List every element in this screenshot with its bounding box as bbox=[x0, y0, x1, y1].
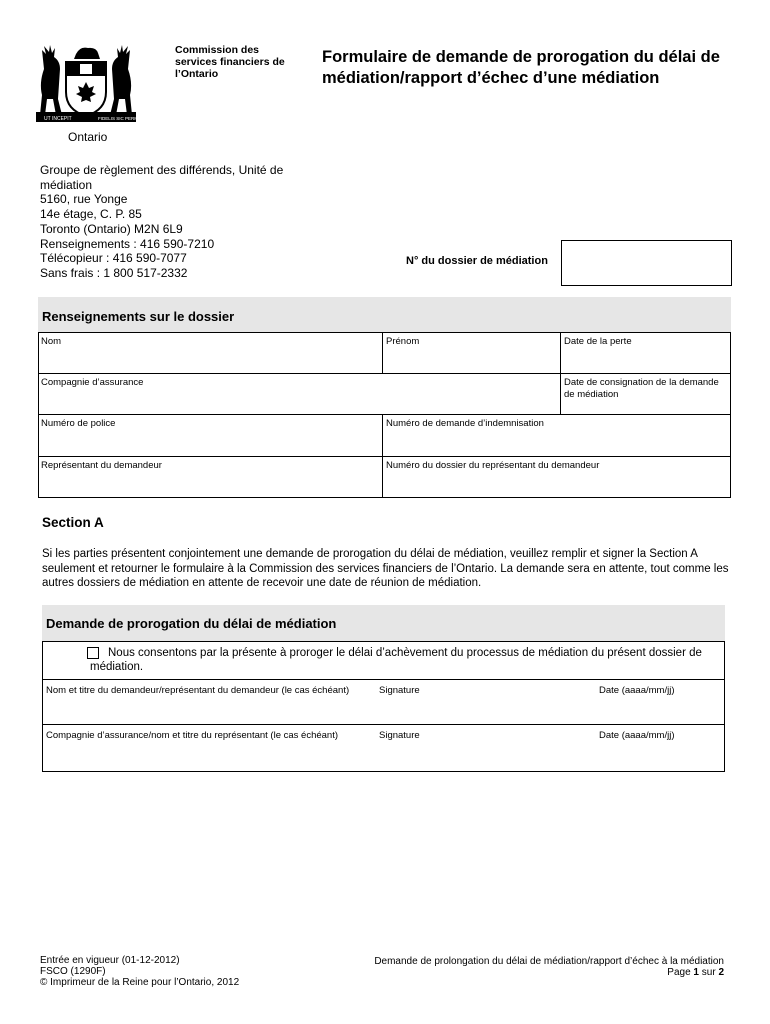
address-line: Télécopieur : 416 590-7077 bbox=[40, 251, 187, 266]
insurer-signature-field-label[interactable]: Signature bbox=[379, 730, 420, 741]
footer-form-name: Demande de prolongation du délai de médiation/rapport d’échec à la médiation bbox=[374, 956, 724, 967]
consent-statement: Nous consentons par la présente à proroger le délai d’achèvement du processus de médiation du présent dossier de médiation. bbox=[90, 647, 702, 673]
footer-left bbox=[40, 955, 239, 988]
mailing-address bbox=[40, 163, 320, 281]
footer-right bbox=[374, 956, 724, 978]
page-prefix: Page bbox=[667, 967, 694, 978]
first-name-field-label[interactable]: Prénom bbox=[386, 336, 420, 347]
extension-request-heading: Demande de prorogation du délai de médiation bbox=[46, 616, 337, 631]
applicant-date-field-label[interactable]: Date (aaaa/mm/jj) bbox=[599, 685, 675, 696]
address-line: Sans frais : 1 800 517-2332 bbox=[40, 265, 188, 280]
page-indicator bbox=[374, 967, 724, 978]
section-a-instructions: Si les parties présentent conjointement une demande de prorogation du délai de médiation, veuillez remplir et signer la Section A seulement et retourner le formulaire à la Commission des services financiers de l’Ontario. La demande sera en attente, tout comme les autres dossiers de médiation en attente de recevoir une date de réunion de médiation. bbox=[42, 548, 729, 589]
address-line: Toronto (Ontario) M2N 6L9 bbox=[40, 221, 183, 236]
page-separator: sur bbox=[698, 967, 719, 978]
form-code: FSCO (1290F) bbox=[40, 966, 106, 977]
address-line: médiation bbox=[40, 177, 93, 192]
col-divider bbox=[382, 414, 383, 498]
effective-date: Entrée en vigueur (01-12-2012) bbox=[40, 955, 180, 966]
applicant-representative-field-label[interactable]: Représentant du demandeur bbox=[41, 460, 162, 471]
form-title: Formulaire de demande de prorogation du délai de médiation/rapport d’échec d’une médiation bbox=[322, 48, 720, 87]
col-divider bbox=[382, 332, 383, 373]
ontario-coat-of-arms-logo bbox=[36, 40, 151, 140]
row-divider bbox=[39, 414, 730, 415]
date-of-loss-field-label[interactable]: Date de la perte bbox=[564, 336, 632, 347]
ontario-wordmark: Ontario bbox=[68, 130, 108, 144]
row-divider bbox=[39, 456, 730, 457]
file-info-table bbox=[38, 332, 731, 498]
copyright: © Imprimeur de la Reine pour l’Ontario, 2012 bbox=[40, 977, 240, 988]
file-info-heading: Renseignements sur le dossier bbox=[42, 309, 235, 324]
page-number: 1 bbox=[693, 967, 699, 978]
row-divider bbox=[39, 373, 730, 374]
name-field-label[interactable]: Nom bbox=[41, 336, 62, 347]
address-line: Renseignements : 416 590-7210 bbox=[40, 236, 215, 251]
section-a-title: Section A bbox=[42, 515, 104, 530]
applicant-name-title-field-label[interactable]: Nom et titre du demandeur/représentant du demandeur (le cas échéant) bbox=[46, 685, 350, 696]
address-line: 14e étage, C. P. 85 bbox=[40, 207, 142, 222]
address-line: 5160, rue Yonge bbox=[40, 192, 128, 207]
extension-request-heading-bar bbox=[42, 605, 725, 642]
policy-number-field-label[interactable]: Numéro de police bbox=[41, 418, 116, 429]
address-line: Groupe de règlement des différends, Unité de bbox=[40, 163, 284, 177]
extension-consent-table bbox=[42, 641, 725, 772]
agency-name: Commission des services financiers de l’Ontario bbox=[175, 44, 285, 80]
mediation-file-number-label: N° du dossier de médiation bbox=[406, 255, 548, 267]
svg-text:FIDELIS SIC PERMANET: FIDELIS SIC PERMANET bbox=[98, 116, 151, 121]
insurer-field-label[interactable]: Compagnie d’assurance bbox=[41, 377, 144, 388]
filing-date-field-label[interactable]: Date de consignation de la demande de médiation bbox=[564, 377, 719, 400]
claim-number-field-label[interactable]: Numéro de demande d’indemnisation bbox=[386, 418, 544, 429]
svg-text:UT INCEPIT: UT INCEPIT bbox=[44, 116, 72, 122]
representative-file-number-field-label[interactable]: Numéro du dossier du représentant du demandeur bbox=[386, 460, 600, 471]
row-divider bbox=[43, 679, 724, 680]
insurer-name-title-field-label[interactable]: Compagnie d’assurance/nom et titre du représentant (le cas échéant) bbox=[46, 730, 339, 741]
insurer-date-field-label[interactable]: Date (aaaa/mm/jj) bbox=[599, 730, 675, 741]
file-info-heading-bar bbox=[38, 297, 731, 333]
mediation-file-number-field[interactable] bbox=[561, 240, 732, 286]
col-divider bbox=[560, 332, 561, 414]
applicant-signature-field-label[interactable]: Signature bbox=[379, 685, 420, 696]
row-divider bbox=[43, 724, 724, 725]
page-total: 2 bbox=[718, 967, 724, 978]
